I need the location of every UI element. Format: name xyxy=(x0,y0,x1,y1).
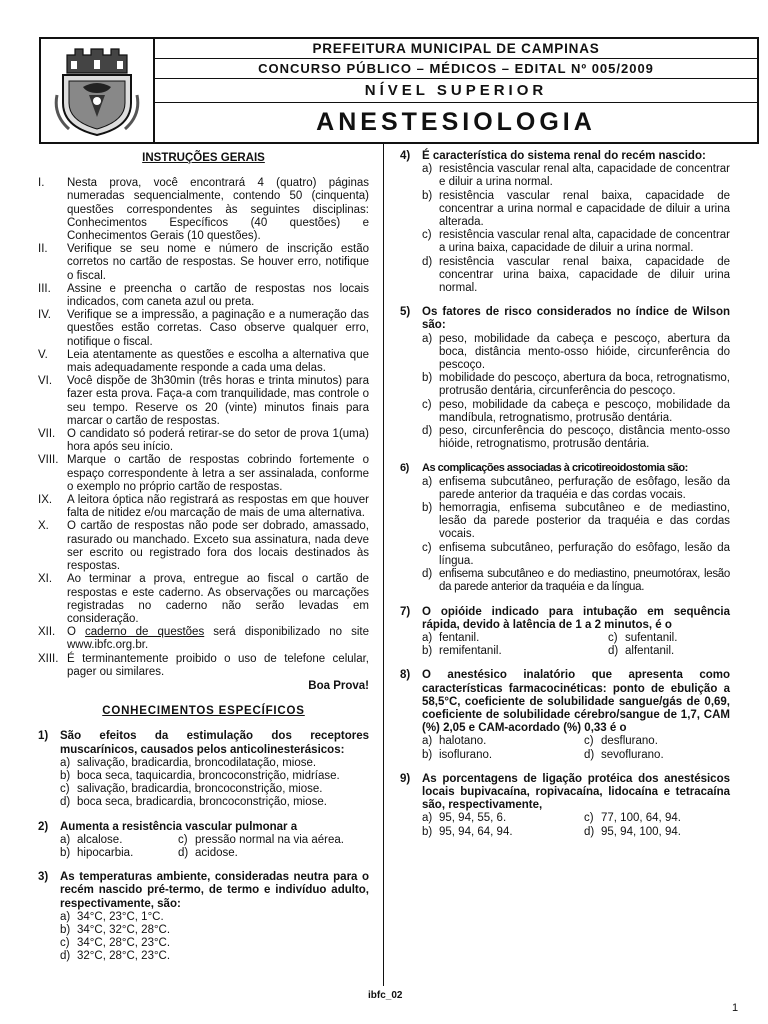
question-6: 6) As complicações associadas à cricotireoidostomia são: a) enfisema subcutâneo, perfuração de esôfago, lesão da parede anterior da traquéia e das cordas vocais. b) hemorragia, enfisema subcutâneo e de mediastino, lesão da parede posterior da traquéia e das cordas vocais. c) enfisema subcutâneo, perfuração do esôfago, lesão da língua. d) enfisema subcutâneo e do mediastino, pneumotórax, lesão da parede anterior da traquéia e da língua. xyxy=(400,462,730,594)
instruction-item: XII. O caderno de questões será disponibilizado no site www.ibfc.org.br. xyxy=(38,626,370,652)
option-c[interactable]: c) enfisema subcutâneo, perfuração do esôfago, lesão da língua. xyxy=(422,541,730,567)
question-stem: É característica do sistema renal do recém nascido: xyxy=(422,150,706,162)
exam-level: NÍVEL SUPERIOR xyxy=(155,79,757,103)
instruction-item: IV. Verifique se a impressão, a paginação e a numeração das questões estão corretas. Caso observe qualquer erro, notifique o fiscal. xyxy=(38,309,369,348)
option-b[interactable]: b) 95, 94, 64, 94. xyxy=(422,825,513,838)
instruction-item: XI. Ao terminar a prova, entregue ao fiscal o cartão de respostas e este caderno. As observações ou marcações registradas no caderno não serão levadas em consideração. xyxy=(38,573,369,625)
exam-subject: ANESTESIOLOGIA xyxy=(316,108,596,136)
option-c[interactable]: c) pressão normal na via aérea. xyxy=(178,833,344,846)
question-5: 5) Os fatores de risco considerados no índice de Wilson são: a) peso, mobilidade da cabeça e pescoço, abertura da boca, distância mento-osso hióide, circunferência do pescoço. b) mobilidade do pescoço, abertura da boca, retrognatismo, protrusão dentária, circunferência do pescoço. c) peso, mobilidade da cabeça e pescoço, mobilidade da mandíbula, retrognatismo, protrusão dentária. d) peso, circunferência do pescoço, distância mento-osso hióide, retrognatismo, protrusão dentária. xyxy=(400,306,730,451)
section-title: CONHECIMENTOS ESPECÍFICOS xyxy=(102,705,305,718)
question-2: 2) Aumenta a resistência vascular pulmonar a a) alcalose. c) pressão normal na via aérea. b) hipocarbia. d) acidose. xyxy=(38,821,369,861)
question-stem: As porcentagens de ligação protéica dos anestésicos locais bupivacaína, ropivacaína, lidocaína e tetracaína são, respectivamente, xyxy=(422,772,730,812)
option-d[interactable]: d) sevoflurano. xyxy=(584,748,664,761)
right-column xyxy=(400,150,730,850)
option-a[interactable]: a) enfisema subcutâneo, perfuração de esôfago, lesão da parede anterior da traquéia e das cordas vocais. xyxy=(422,475,730,501)
option-d[interactable]: d) 32°C, 28°C, 23°C. xyxy=(60,950,171,963)
option-a[interactable]: a) salivação, bradicardia, broncodilatação, miose. xyxy=(60,756,317,769)
instruction-item: V. Leia atentamente as questões e escolha a alternativa que mais adequadamente responde a cada uma delas. xyxy=(38,348,369,375)
left-column xyxy=(38,150,369,975)
option-b[interactable]: b) resistência vascular renal baixa, capacidade de concentrar a urina normal e capacidade de diluir a urina alterada. xyxy=(422,189,730,229)
option-b[interactable]: b) mobilidade do pescoço, abertura da boca, retrognatismo, protrusão dentária, circunferência do pescoço. xyxy=(422,372,730,398)
option-c[interactable]: c) salivação, bradicardia, broncoconstrição, miose. xyxy=(60,783,323,796)
option-a[interactable]: a) fentanil. xyxy=(422,631,480,644)
option-c[interactable]: c) desflurano. xyxy=(584,735,658,748)
organization-name: PREFEITURA MUNICIPAL DE CAMPINAS xyxy=(155,39,757,59)
option-d[interactable]: d) 95, 94, 100, 94. xyxy=(584,825,681,838)
instructions-list xyxy=(38,177,369,693)
option-b[interactable]: b) hemorragia, enfisema subcutâneo e de mediastino, lesão da parede posterior da traquéia e das cordas vocais. xyxy=(422,502,730,541)
question-stem: São efeitos da estimulação dos receptores muscarínicos, causados pelos anticolinesterásicos: xyxy=(60,730,369,756)
option-c[interactable]: c) sufentanil. xyxy=(608,631,678,644)
option-d[interactable]: d) boca seca, bradicardia, broncoconstrição, miose. xyxy=(60,796,327,809)
question-stem: Aumenta a resistência vascular pulmonar a xyxy=(60,820,298,833)
question-stem: O opióide indicado para intubação em sequência rápida, devido à latência de 1 a 2 minutos, é o xyxy=(422,605,730,631)
coat-of-arms-logo xyxy=(41,39,155,142)
instruction-item: XIII. É terminantemente proibido o uso de telefone celular, pager ou similares. xyxy=(38,652,369,678)
option-c[interactable]: c) peso, mobilidade da cabeça e pescoço, mobilidade da mandíbula, retrognatismo, protrusão dentária. xyxy=(422,398,730,424)
question-stem: Os fatores de risco considerados no índice de Wilson são: xyxy=(422,306,730,332)
instruction-item: IX. A leitora óptica não registrará as respostas em que houver falta de nitidez e/ou marcação de mais de uma alternativa. xyxy=(38,494,369,520)
option-d[interactable]: d) acidose. xyxy=(178,846,238,859)
option-b[interactable]: b) remifentanil. xyxy=(422,645,502,658)
closing-message: Boa Prova! xyxy=(308,679,369,692)
instruction-item: III. Assine e preencha o cartão de respostas nos locais indicados, com caneta azul ou preta. xyxy=(38,282,369,309)
exam-title: CONCURSO PÚBLICO – MÉDICOS – EDITAL Nº 005/2009 xyxy=(155,59,757,79)
option-a[interactable]: a) peso, mobilidade da cabeça e pescoço, abertura da boca, distância mento-osso hióide, circunferência do pescoço. xyxy=(422,332,730,372)
option-b[interactable]: b) 34°C, 32°C, 28°C. xyxy=(60,923,171,936)
questions-booklet-link: caderno de questões xyxy=(85,626,205,639)
instruction-item: X. O cartão de respostas não pode ser dobrado, amassado, rasurado ou manchado. Exceto sua assinatura, nada deve ser escrito ou registrado fora dos locais destinados às respostas. xyxy=(38,520,369,573)
option-d[interactable]: d) resistência vascular renal baixa, capacidade de concentrar urina baixa, capacidade de diluir urina normal. xyxy=(422,255,730,295)
instruction-item: VII. O candidato só poderá retirar-se do setor de prova 1(uma) hora após seu início. xyxy=(38,428,369,454)
option-a[interactable]: a) 34°C, 23°C, 1°C. xyxy=(60,910,164,923)
question-stem: O anestésico inalatório que apresenta como características farmacocinéticas: ponto de ebulição a 58,5°C, coeficiente de solubilidade sangue/gás de 0,69, coeficiente de solubilidade cérebro/sangue de 1,7, CAM (%) 2,05 e CAM-acordado (%) 0,33 é o xyxy=(422,669,730,735)
instruction-item: I. Nesta prova, você encontrará 4 (quatro) páginas numeradas sequencialmente, contendo 50 (cinquenta) questões correspondentes às seguintes disciplinas: Conhecimentos Específicos (40 questões) e Conhecimentos Gerais (10 questões). xyxy=(38,177,369,243)
option-c[interactable]: c) 77, 100, 64, 94. xyxy=(584,812,681,825)
option-a[interactable]: a) resistência vascular renal alta, capacidade de concentrar e diluir a urina normal. xyxy=(422,163,730,189)
option-c[interactable]: c) 34°C, 28°C, 23°C. xyxy=(60,937,171,950)
question-9: 9) As porcentagens de ligação protéica dos anestésicos locais bupivacaína, ropivacaína, lidocaína e tetracaína são, respectivamente, a) 95, 94, 55, 6. c) 77, 100, 64, 94. b) 95, 94, 64, 94. d) 95, 94, 100, 94. xyxy=(400,772,730,838)
option-c[interactable]: c) resistência vascular renal alta, capacidade de concentrar a urina baixa, capacidade de diluir a urina normal. xyxy=(422,229,730,255)
question-stem: As temperaturas ambiente, consideradas neutra para o recém nascido pré-termo, de termo e indivíduo adulto, respectivamente, são: xyxy=(60,871,369,910)
page-number: 1 xyxy=(732,1002,739,1014)
instructions-title: INSTRUÇÕES GERAIS xyxy=(142,152,265,164)
option-a[interactable]: a) alcalose. xyxy=(60,833,123,846)
question-1: 1) São efeitos da estimulação dos receptores muscarínicos, causados pelos anticolinesterásicos: a) salivação, bradicardia, broncodilatação, miose. b) boca seca, taquicardia, broncoconstrição, midríase. c) salivação, bradicardia, broncoconstrição, miose. d) boca seca, bradicardia, broncoconstrição, miose. xyxy=(38,730,369,809)
question-7: 7) O opióide indicado para intubação em sequência rápida, devido à latência de 1 a 2 minutos, é o a) fentanil. c) sufentanil. b) remifentanil. d) alfentanil. xyxy=(400,605,730,658)
question-8: 8) O anestésico inalatório que apresenta como características farmacocinéticas: ponto de ebulição a 58,5°C, coeficiente de solubilidade sangue/gás de 0,69, coeficiente de solubilidade cérebro/sangue de 1,7, CAM (%) 2,05 e CAM-acordado (%) 0,33 é o a) halotano. c) desflurano. b) isoflurano. d) sevoflurano. xyxy=(400,669,730,761)
question-3: 3) As temperaturas ambiente, consideradas neutra para o recém nascido pré-termo, de termo e indivíduo adulto, respectivamente, são: a) 34°C, 23°C, 1°C. b) 34°C, 32°C, 28°C. c) 34°C, 28°C, 23°C. d) 32°C, 28°C, 23°C. xyxy=(38,871,369,963)
option-d[interactable]: d) enfisema subcutâneo e do mediastino, pneumotórax, lesão da parede anterior da traquéia e da língua. xyxy=(422,568,730,594)
option-a[interactable]: a) 95, 94, 55, 6. xyxy=(422,812,507,825)
option-d[interactable]: d) peso, circunferência do pescoço, distância mento-osso hióide, retrognatismo, protrusão dentária. xyxy=(422,425,730,451)
column-divider xyxy=(383,144,384,986)
exam-header xyxy=(39,37,759,144)
option-b[interactable]: b) isoflurano. xyxy=(422,748,493,761)
instruction-item: VI. Você dispõe de 3h30min (três horas e trinta minutos) para fazer esta prova. Faça-a com tranquilidade, mas controle o seu tempo. Reserve os 20 (vinte) minutos finais para marcar o cartão de respostas. xyxy=(38,375,369,427)
option-b[interactable]: b) boca seca, taquicardia, broncoconstrição, midríase. xyxy=(60,769,340,782)
instruction-item: VIII. Marque o cartão de respostas cobrindo fortemente o espaço correspondente à letra a ser assinalada, conforme o exemplo no próprio cartão de respostas. xyxy=(38,454,369,493)
question-stem: As complicações associadas à cricotireoidostomia são: xyxy=(422,462,688,475)
option-d[interactable]: d) alfentanil. xyxy=(608,645,675,658)
instruction-item: II. Verifique se seu nome e número de inscrição estão corretos no cartão de respostas. Se houver erro, notifique o fiscal. xyxy=(38,243,369,282)
question-4: 4) É característica do sistema renal do recém nascido: a) resistência vascular renal alta, capacidade de concentrar e diluir a urina normal. b) resistência vascular renal baixa, capacidade de concentrar a urina normal e capacidade de diluir a urina alterada. c) resistência vascular renal alta, capacidade de concentrar a urina baixa, capacidade de diluir a urina normal. d) resistência vascular renal baixa, capacidade de concentrar urina baixa, capacidade de diluir urina normal. xyxy=(400,150,730,295)
footer-code: ibfc_02 xyxy=(368,990,403,1001)
campinas-coat-of-arms-icon xyxy=(49,43,145,139)
option-b[interactable]: b) hipocarbia. xyxy=(60,846,134,859)
option-a[interactable]: a) halotano. xyxy=(422,735,487,748)
